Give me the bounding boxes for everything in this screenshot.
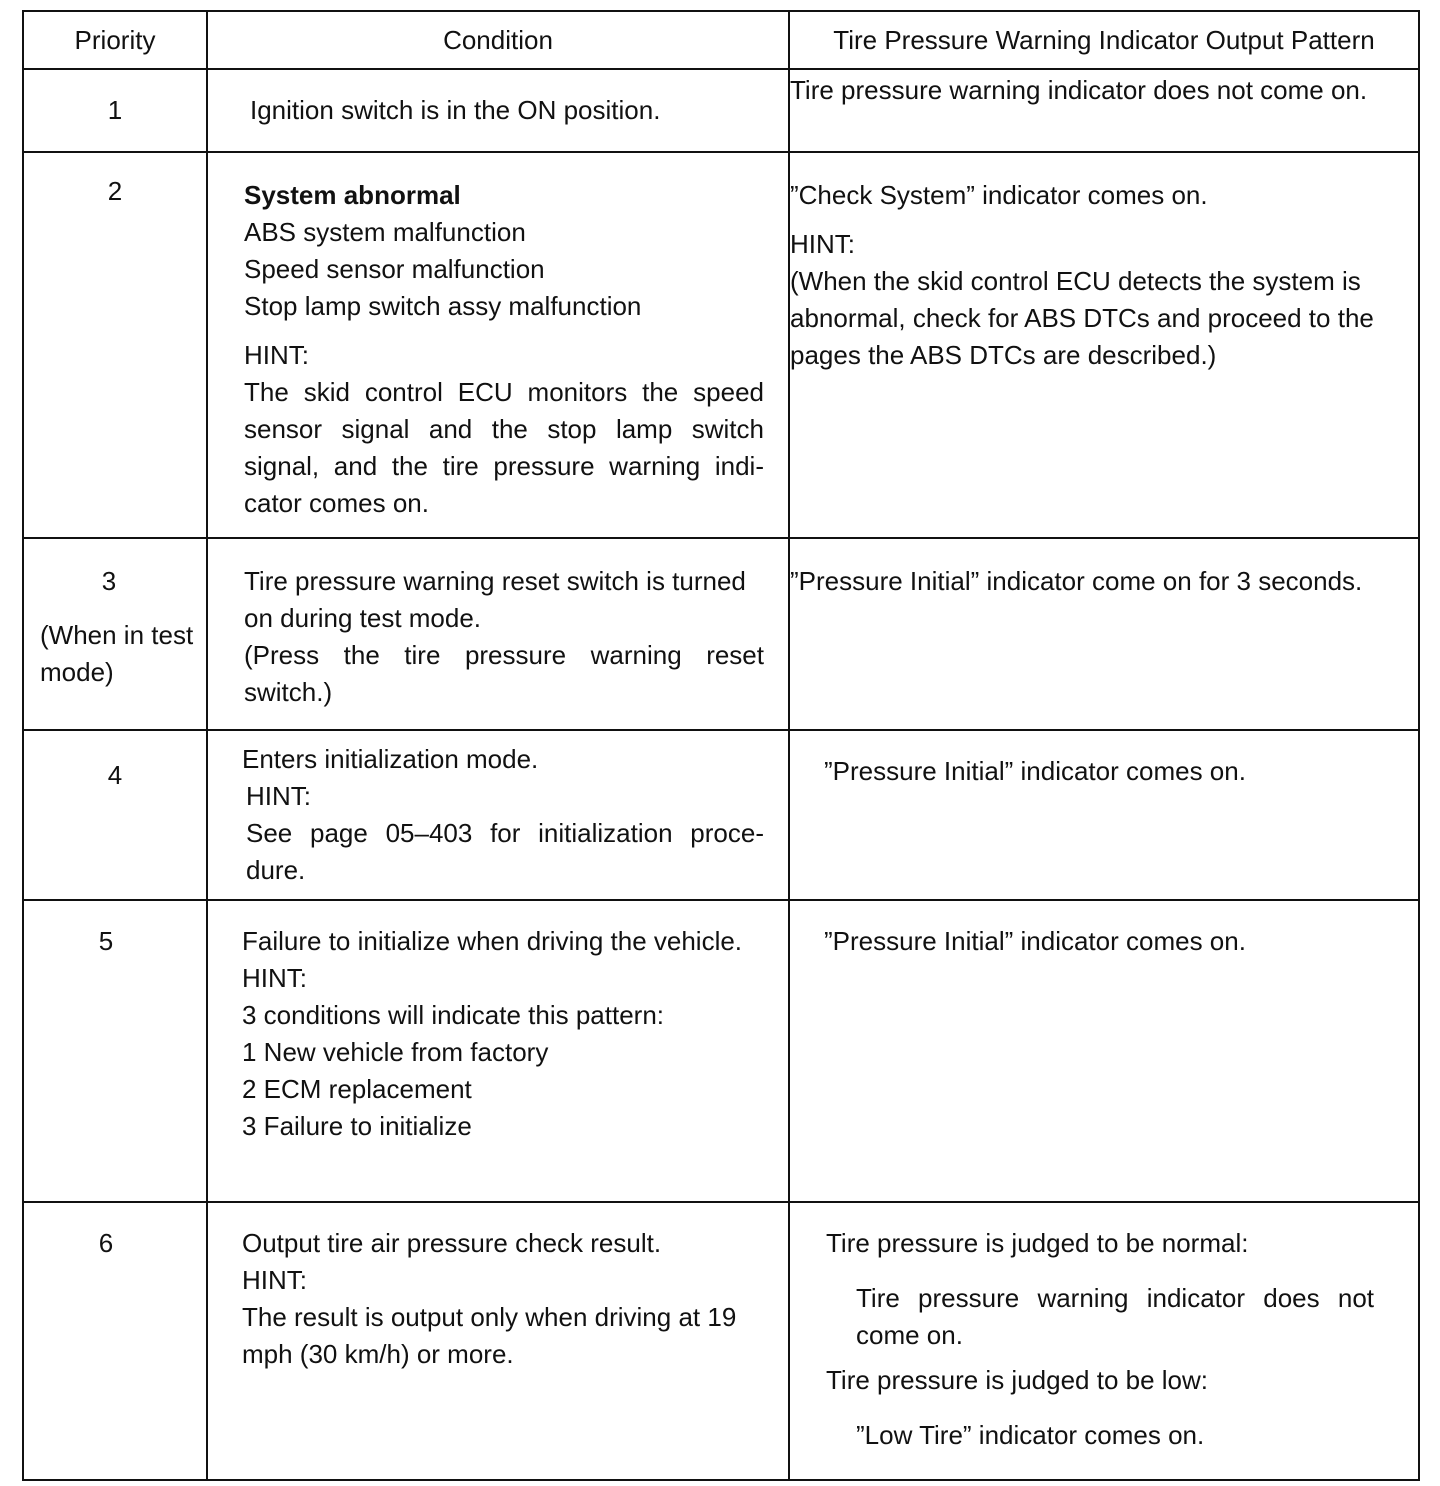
- output-text: ”Check System” indicator comes on.: [790, 180, 1208, 210]
- header-condition: Condition: [207, 11, 789, 69]
- condition-note: (Press the tire pressure warning reset switch.): [244, 640, 764, 707]
- indicator-output-table: [22, 10, 1420, 1481]
- output-text: ”Pressure Initial” indicator comes on.: [824, 926, 1246, 956]
- hint-label: HINT:: [242, 1265, 307, 1295]
- hint-label: HINT:: [244, 340, 309, 370]
- priority-note: (When in test mode): [40, 620, 194, 687]
- condition-text: Ignition switch is in the ON position.: [250, 95, 661, 125]
- condition-text: Output tire air pressure check result.: [242, 1228, 662, 1258]
- output-low-label: Tire pressure is judged to be low:: [826, 1365, 1209, 1395]
- header-output: Tire Pressure Warning Indicator Output Pattern: [789, 11, 1419, 69]
- hint-label: HINT:: [246, 781, 311, 811]
- priority-value: 2: [107, 176, 123, 206]
- condition-item: Stop lamp switch assy malfunction: [244, 291, 642, 321]
- condition-text: Tire pressure warning reset switch is turned on during test mode.: [244, 566, 746, 633]
- priority-value: 5: [98, 926, 114, 956]
- condition-title: System abnormal: [244, 180, 461, 210]
- condition-hint: The skid control ECU monitors the speed sensor signal and the stop lamp switch signal, and the tire pressure warning indi-cator comes on.: [244, 377, 764, 518]
- header-row: [23, 11, 1419, 69]
- output-low-text: ”Low Tire” indicator comes on.: [856, 1420, 1205, 1450]
- output-text: ”Pressure Initial” indicator comes on.: [824, 756, 1246, 786]
- table-row: [23, 1202, 1419, 1480]
- output-normal-label: Tire pressure is judged to be normal:: [826, 1228, 1249, 1258]
- table-row: [23, 900, 1419, 1202]
- condition-hint: The result is output only when driving at 19 mph (30 km/h) or more.: [242, 1302, 737, 1369]
- condition-hint: See page 05–403 for initialization proce-dure.: [246, 818, 764, 885]
- table-row: [23, 730, 1419, 900]
- priority-value: 4: [107, 760, 123, 790]
- table-row: [23, 69, 1419, 152]
- output-hint: (When the skid control ECU detects the system is abnormal, check for ABS DTCs and proceed to the pages the ABS DTCs are described.): [790, 266, 1374, 370]
- output-normal-text: Tire pressure warning indicator does not come on.: [856, 1283, 1374, 1350]
- output-hint-label: HINT:: [790, 229, 855, 259]
- output-text: ”Pressure Initial” indicator come on for 3 seconds.: [790, 566, 1363, 596]
- table-row: [23, 152, 1419, 538]
- output-text: Tire pressure warning indicator does not come on.: [790, 75, 1368, 105]
- priority-value: 3: [101, 566, 117, 596]
- condition-item: ABS system malfunction: [244, 217, 526, 247]
- condition-item: 2 ECM replacement: [242, 1074, 472, 1104]
- condition-item: Speed sensor malfunction: [244, 254, 545, 284]
- condition-hint: 3 conditions will indicate this pattern:: [242, 1000, 665, 1030]
- header-priority: Priority: [23, 11, 207, 69]
- hint-label: HINT:: [242, 963, 307, 993]
- condition-item: 1 New vehicle from factory: [242, 1037, 549, 1067]
- condition-text: Failure to initialize when driving the vehicle.: [242, 926, 743, 956]
- priority-value: 1: [107, 95, 123, 125]
- priority-value: 6: [98, 1228, 114, 1258]
- condition-text: Enters initialization mode.: [242, 744, 539, 774]
- table-row: [23, 538, 1419, 730]
- condition-item: 3 Failure to initialize: [242, 1111, 472, 1141]
